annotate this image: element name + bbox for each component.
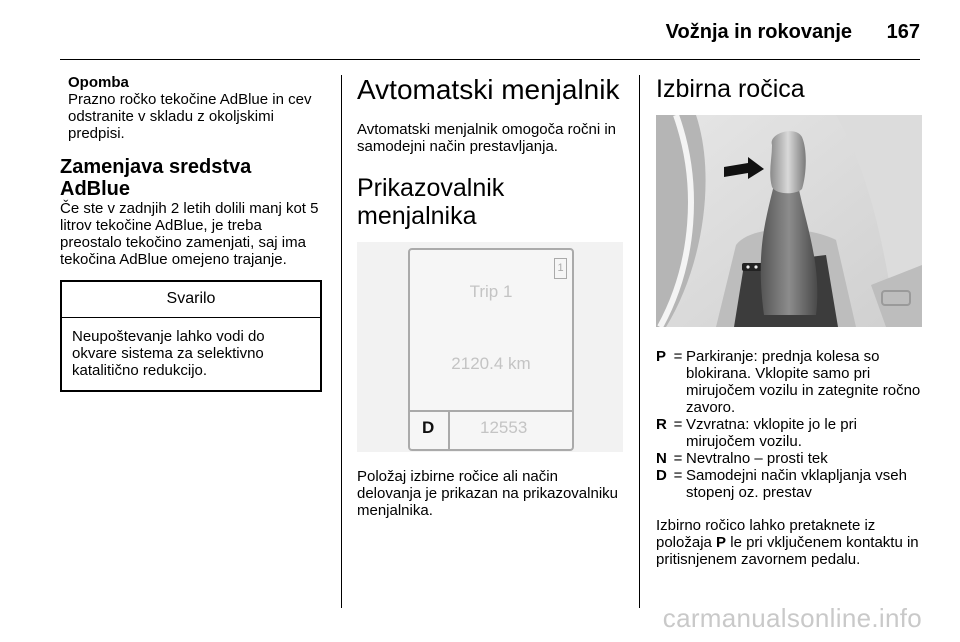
gear-key: P — [656, 348, 667, 365]
equals-sign: = — [673, 450, 683, 467]
paragraph-bold: P — [716, 534, 727, 551]
gear-description: Samodejni način vklapljanja vseh stopenj oz. prestav — [686, 467, 907, 501]
gear-description: Nevtralno – prosti tek — [686, 450, 828, 467]
list-item — [656, 416, 922, 450]
transmission-display-figure — [357, 242, 623, 452]
display-trip: Trip 1 — [469, 282, 513, 301]
equals-sign: = — [673, 416, 683, 433]
list-item — [656, 348, 922, 416]
page-header — [0, 18, 960, 58]
gear-description: Parkiranje: prednja kolesa so blokirana. Vklopite samo pri mirujočem vozilu in zategnite ročno zavoro. — [686, 348, 921, 416]
column-left — [60, 75, 326, 392]
column-divider — [639, 75, 640, 608]
header-rule — [60, 59, 920, 60]
warning-body: Neupoštevanje lahko vodi do okvare sistema za selektivno katalitično redukcijo. — [72, 328, 265, 379]
watermark: carmanualsonline.info — [662, 603, 922, 633]
equals-sign: = — [673, 467, 683, 484]
warning-title: Svarilo — [62, 282, 320, 318]
paragraph-text: le pri vključenem kontaktu in pritisnjenem zavornem pedalu. — [656, 534, 919, 568]
gear-key: D — [656, 467, 667, 484]
page-number: 167 — [886, 21, 920, 43]
gear-key: N — [656, 450, 667, 467]
gear-positions-list — [656, 348, 922, 501]
column-right — [656, 75, 922, 568]
figure-caption: Položaj izbirne ročice ali način delovanja je prikazan na prikazovalniku menjalnika. — [357, 468, 618, 519]
list-item — [656, 450, 922, 467]
section-paragraph: Če ste v zadnjih 2 letih dolili manj kot 5 litrov tekočine AdBlue, je treba preostalo tekočino zamenjati, saj ima tekočina AdBlue omejeno trajanje. — [60, 200, 319, 268]
note-title: Opomba — [68, 74, 129, 91]
paragraph-text: Izbirno ročico lahko pretaknete iz položaja — [656, 517, 876, 551]
equals-sign: = — [673, 348, 683, 365]
main-heading: Avtomatski menjalnik — [357, 74, 620, 105]
gear-description: Vzvratna: vklopite jo le pri mirujočem vozilu. — [686, 416, 857, 450]
display-odometer: 12553 — [480, 418, 528, 437]
list-item — [656, 467, 922, 501]
display-distance: 2120.4 km — [451, 354, 531, 373]
note-body: Prazno ročko tekočine AdBlue in cev odstranite v skladu z okoljskimi predpisi. — [68, 91, 312, 142]
main-heading: Izbirna ročica — [656, 75, 805, 103]
warning-box — [60, 280, 322, 392]
lever-paragraph — [656, 517, 922, 568]
gear-lever-photo — [656, 115, 922, 327]
gear-key: R — [656, 416, 667, 433]
chapter-title: Vožnja in rokovanje — [665, 21, 852, 43]
display-divider — [410, 410, 572, 412]
column-divider — [341, 75, 342, 608]
intro-paragraph: Avtomatski menjalnik omogoča ročni in samodejni način prestavljanja. — [357, 121, 617, 155]
display-indicator: 1 — [554, 258, 567, 279]
section-heading: Zamenjava sredstva AdBlue — [60, 156, 252, 200]
display-gear: D — [422, 418, 435, 437]
display-screen — [408, 248, 574, 451]
column-middle — [357, 75, 623, 519]
sub-heading: Prikazovalnik menjalnika — [357, 174, 505, 230]
display-divider — [448, 410, 450, 449]
